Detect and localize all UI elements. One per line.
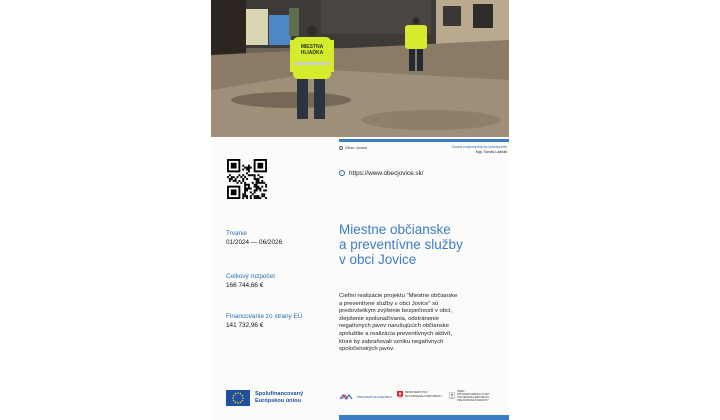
contact-block bbox=[451, 145, 507, 155]
roma-office-emblem-icon bbox=[449, 392, 455, 400]
program-slovensko-icon bbox=[339, 393, 355, 401]
eu-flag-icon bbox=[226, 390, 250, 406]
eu-funding-block bbox=[226, 313, 302, 329]
eu-text-line1: Spolufinancovaný bbox=[255, 391, 304, 397]
eu-text-line2: Európskou úniou bbox=[255, 398, 301, 404]
budget-value: 166 744,66 € bbox=[226, 282, 264, 289]
budget-block bbox=[226, 273, 275, 289]
duration-label: Trvanie bbox=[226, 230, 248, 237]
globe-icon bbox=[339, 170, 345, 176]
accent-line-bottom bbox=[339, 415, 509, 420]
contact-name: Mgr. Tomáš Ladňák bbox=[475, 150, 507, 154]
eu-funding-value: 141 732,96 € bbox=[226, 322, 264, 329]
partner-logos bbox=[339, 390, 509, 408]
budget-label: Celkový rozpočet bbox=[226, 273, 276, 280]
qr-code[interactable] bbox=[227, 159, 267, 199]
slovak-coat-of-arms-icon bbox=[397, 391, 403, 399]
website-link[interactable] bbox=[339, 170, 424, 177]
org-name: Obec Jovice bbox=[339, 145, 367, 150]
vest-text-line2: HLIADKA bbox=[300, 50, 324, 56]
duration-block bbox=[226, 230, 282, 246]
vest-text-line1: MIESTNA bbox=[300, 44, 324, 50]
ministry-logo: MINISTERSTVO SLOVENSKEJ REPUBLIKY bbox=[397, 391, 442, 409]
eu-funding-label: Financovanie zo strany EÚ bbox=[226, 313, 303, 320]
contact-label: Osoba zodpovedná za uverejnenie bbox=[451, 145, 507, 149]
project-poster bbox=[211, 0, 509, 420]
project-description: Cieľmi realizácie projektu "Miestne občianske a preventívne služby v obci Jovice" sú predovšetkým zvýšenie bezpečnosti v obci, zlepšenie spolunažívania, odstránenie negatívnych javov narušujúcich občianske spolužitie a realizácia preventívnych aktivít, ktoré by zabraňovali vzniku negatívnych spoločenských javov. bbox=[339, 293, 458, 353]
location-icon bbox=[339, 146, 343, 150]
website-url: https://www.obecjovice.sk/ bbox=[349, 170, 424, 177]
project-title: Miestne občianske a preventívne služby v obci Jovice bbox=[339, 222, 463, 267]
patrol-photo bbox=[211, 0, 509, 137]
program-slovensko-logo: PROGRAM SLOVENSKO bbox=[339, 393, 392, 411]
accent-line-top bbox=[339, 139, 509, 142]
roma-office-logo: ÚRAD SPLNOMOCNENCA VLÁDY SLOVENSKEJ REPUBLIKY PRE RÓMSKE KOMUNITY bbox=[449, 390, 490, 408]
duration-value: 01/2024 — 06/2026 bbox=[226, 239, 283, 246]
